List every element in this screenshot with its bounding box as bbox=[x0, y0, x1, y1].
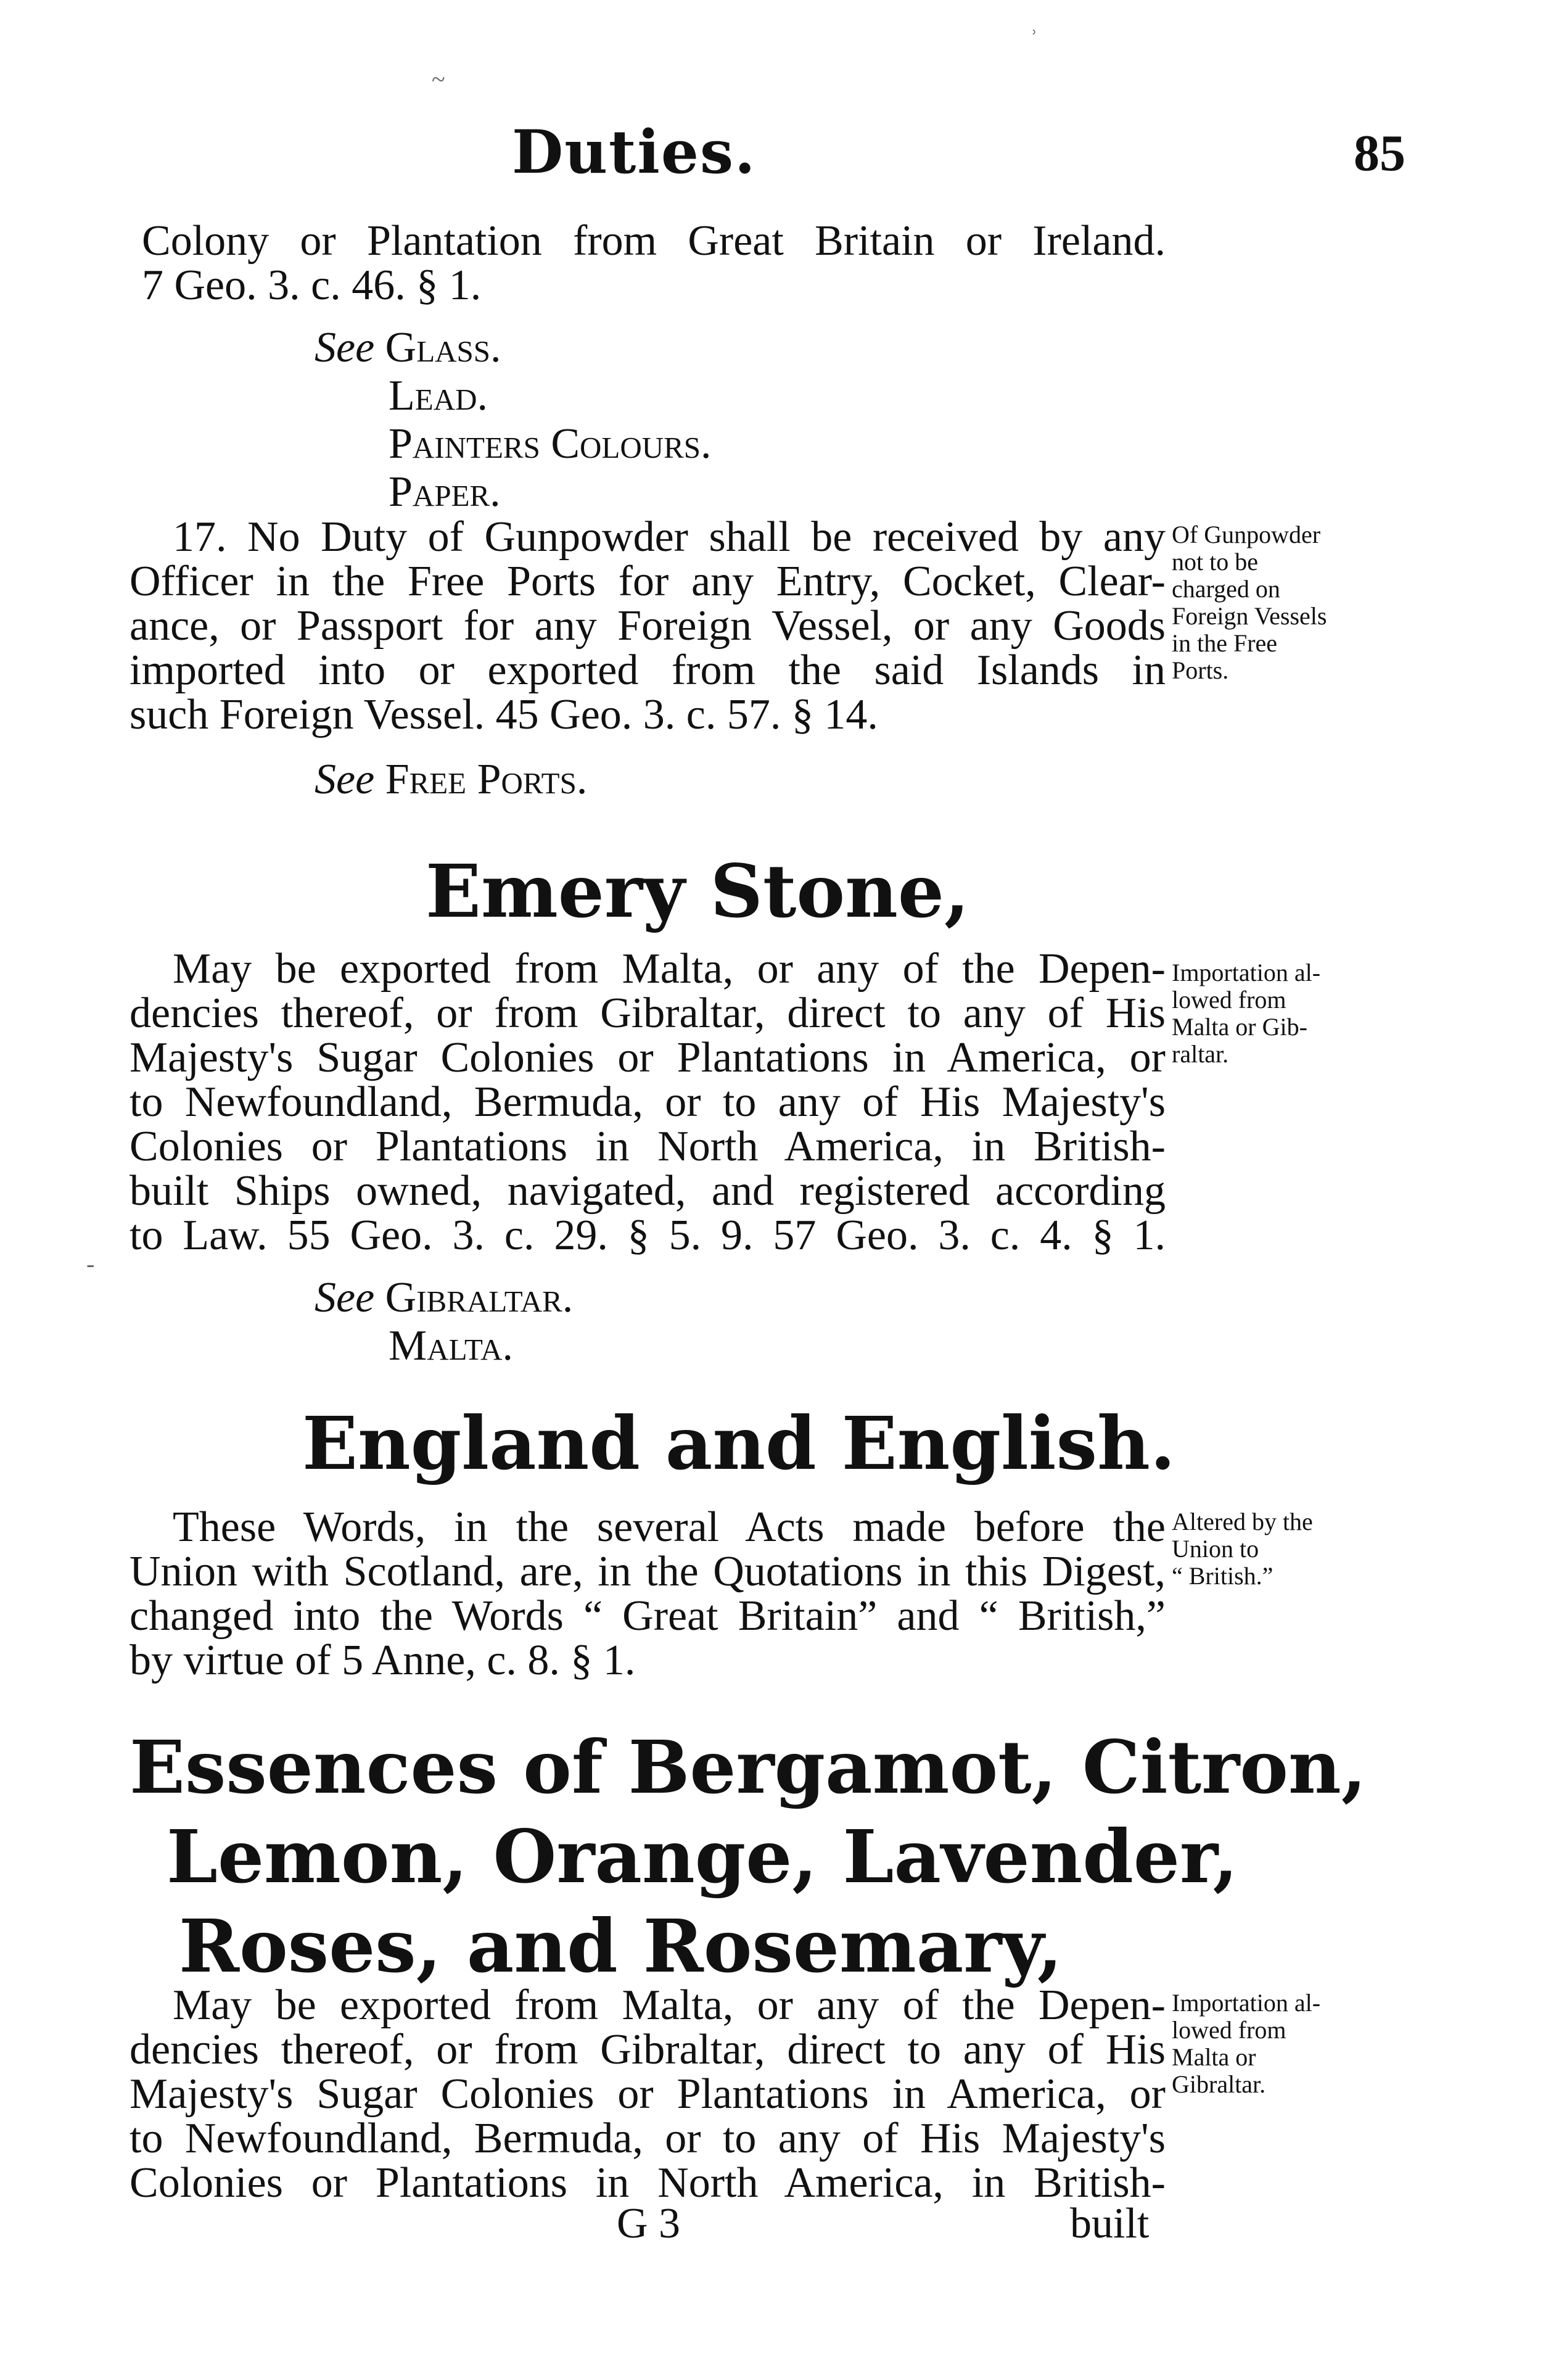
margin-note-line: Malta or bbox=[1172, 2043, 1256, 2071]
print-speck: - bbox=[86, 1250, 95, 1278]
margin-note-line: raltar. bbox=[1172, 1040, 1229, 1068]
margin-note-line: Importation al- bbox=[1172, 1989, 1321, 2017]
margin-note-line: Union to bbox=[1172, 1535, 1259, 1563]
text-line: imported into or exported from the said Islands in bbox=[130, 647, 1166, 694]
text-line: 17. No Duty of Gunpowder shall be received by any bbox=[173, 513, 1166, 561]
see-item: Paper. bbox=[389, 468, 501, 516]
text-line: 7 Geo. 3. c. 46. § 1. bbox=[142, 262, 482, 309]
see-references bbox=[315, 756, 587, 804]
margin-note bbox=[1172, 959, 1418, 1068]
see-references bbox=[315, 1274, 573, 1370]
see-label: See bbox=[315, 1274, 375, 1321]
text-line: Majesty's Sugar Colonies or Plantations in America, or bbox=[130, 2070, 1166, 2118]
paragraph-essences bbox=[130, 1983, 1166, 2205]
text-line: May be exported from Malta, or any of the Depen- bbox=[173, 945, 1166, 993]
text-line: ance, or Passport for any Foreign Vessel, or any Goods bbox=[130, 602, 1166, 650]
signature-mark: G 3 bbox=[617, 2200, 681, 2247]
page-number: 85 bbox=[1354, 125, 1405, 182]
catchword: built bbox=[1070, 2200, 1150, 2247]
margin-note-line: Of Gunpowder bbox=[1172, 521, 1321, 548]
text-line: Colony or Plantation from Great Britain or Ireland. bbox=[142, 217, 1166, 265]
margin-note-line: Altered by the bbox=[1172, 1508, 1313, 1535]
text-line: These Words, in the several Acts made before the bbox=[173, 1503, 1166, 1551]
section-heading-line: Essences of Bergamot, Citron, bbox=[130, 1724, 1367, 1810]
margin-note-line: Gibraltar. bbox=[1172, 2070, 1266, 2098]
continued-paragraph bbox=[142, 219, 1166, 308]
see-item: Glass. bbox=[385, 324, 501, 371]
paragraph-17 bbox=[130, 515, 1166, 737]
text-line: Officer in the Free Ports for any Entry, Cocket, Clear- bbox=[130, 558, 1166, 605]
text-line: built Ships owned, navigated, and registered according bbox=[130, 1167, 1166, 1215]
margin-note-line: not to be bbox=[1172, 548, 1258, 576]
see-label: See bbox=[315, 324, 375, 371]
text-line: by virtue of 5 Anne, c. 8. § 1. bbox=[130, 1637, 636, 1684]
margin-note-line: in the Free bbox=[1172, 629, 1278, 657]
text-line: to Law. 55 Geo. 3. c. 29. § 5. 9. 57 Geo. 3. c. 4. § 1. bbox=[130, 1212, 1166, 1259]
section-heading-line: Lemon, Orange, Lavender, bbox=[167, 1814, 1238, 1899]
text-line: May be exported from Malta, or any of the Depen- bbox=[173, 1981, 1166, 2029]
margin-note-line: charged on bbox=[1172, 575, 1280, 603]
paragraph-emery-stone bbox=[130, 947, 1166, 1258]
text-line: such Foreign Vessel. 45 Geo. 3. c. 57. § 14. bbox=[130, 691, 878, 738]
see-label: See bbox=[315, 756, 375, 803]
text-line: Majesty's Sugar Colonies or Plantations in America, or bbox=[130, 1034, 1166, 1081]
see-item: Gibraltar. bbox=[385, 1274, 574, 1321]
print-speck: ~ bbox=[432, 65, 445, 93]
margin-note-line: Importation al- bbox=[1172, 959, 1321, 986]
margin-note-line: lowed from bbox=[1172, 986, 1286, 1014]
margin-note-line: Malta or Gib- bbox=[1172, 1013, 1307, 1041]
text-line: Colonies or Plantations in North America, in British- bbox=[130, 2159, 1166, 2207]
section-heading: Emery Stone, bbox=[426, 848, 970, 934]
see-item: Free Ports. bbox=[385, 756, 588, 803]
margin-note-line: lowed from bbox=[1172, 2016, 1286, 2044]
running-head: Duties. bbox=[512, 117, 757, 187]
see-item: Lead. bbox=[389, 372, 488, 419]
print-speck: ʾ bbox=[1030, 25, 1039, 53]
section-heading-line: Roses, and Rosemary, bbox=[179, 1903, 1063, 1989]
see-item: Malta. bbox=[389, 1322, 513, 1370]
margin-note-line: “ British.” bbox=[1172, 1562, 1273, 1590]
margin-note bbox=[1172, 521, 1418, 684]
margin-note-line: Ports. bbox=[1172, 656, 1229, 684]
text-line: Colonies or Plantations in North America, in British- bbox=[130, 1123, 1166, 1170]
margin-note bbox=[1172, 1990, 1418, 2098]
paragraph-england bbox=[130, 1505, 1166, 1683]
see-references bbox=[315, 324, 712, 516]
see-item: Painters Colours. bbox=[389, 420, 712, 468]
text-line: Union with Scotland, are, in the Quotations in this Digest, bbox=[130, 1548, 1166, 1595]
text-line: dencies thereof, or from Gibraltar, direct to any of His bbox=[130, 990, 1166, 1037]
text-line: to Newfoundland, Bermuda, or to any of His Majesty's bbox=[130, 1078, 1166, 1126]
margin-note bbox=[1172, 1508, 1418, 1590]
text-line: to Newfoundland, Bermuda, or to any of His Majesty's bbox=[130, 2115, 1166, 2162]
text-line: dencies thereof, or from Gibraltar, direct to any of His bbox=[130, 2026, 1166, 2073]
margin-note-line: Foreign Vessels bbox=[1172, 602, 1327, 630]
section-heading: England and English. bbox=[302, 1400, 1175, 1486]
text-line: changed into the Words “ Great Britain” and “ British,” bbox=[130, 1592, 1166, 1640]
